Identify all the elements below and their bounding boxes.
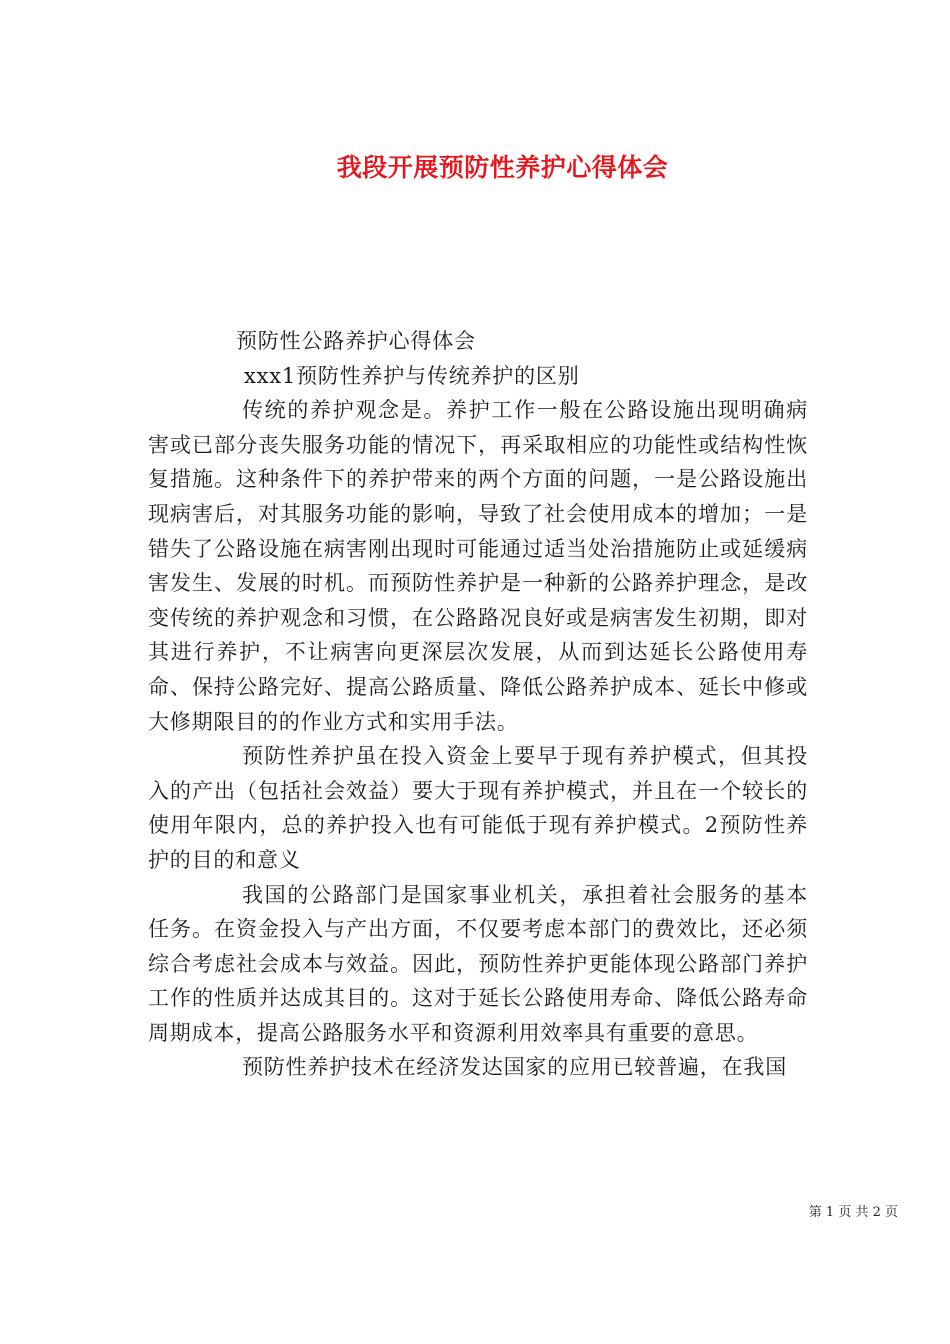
- section-heading: xxx1预防性养护与传统养护的区别: [244, 363, 580, 388]
- document-subtitle: 预防性公路养护心得体会: [236, 329, 476, 353]
- body-paragraph: 预防性养护技术在经济发达国家的应用已较普遍，在我国: [242, 1055, 787, 1080]
- page-title: 我段开展预防性养护心得体会: [336, 152, 669, 182]
- document-body: [148, 324, 808, 1085]
- page-number-footer: 第 1 页 共 2 页: [808, 1205, 898, 1220]
- body-paragraph: 我国的公路部门是国家事业机关，承担着社会服务的基本任务。在资金投入与产出方面，不仅要考虑本部门的费效比，还必须综合考虑社会成本与效益。因此，预防性养护更能体现公路部门养护工作的性质并达成其目的。这对于延长公路使用寿命、降低公路寿命周期成本，提高公路服务水平和资源利用效率具有重要的意思。: [148, 882, 808, 1045]
- body-paragraph: 预防性养护虽在投入资金上要早于现有养护模式，但其投入的产出（包括社会效益）要大于现有养护模式，并且在一个较长的使用年限内，总的养护投入也有可能低于现有养护模式。2预防性养护的目的和意义: [148, 744, 808, 872]
- body-paragraph: 传统的养护观念是。养护工作一般在公路设施出现明确病害或已部分丧失服务功能的情况下，再采取相应的功能性或结构性恢复措施。这种条件下的养护带来的两个方面的问题，一是公路设施出现病害后，对其服务功能的影响，导致了社会使用成本的增加；一是错失了公路设施在病害刚出现时可能通过适当处治措施防止或延缓病害发生、发展的时机。而预防性养护是一种新的公路养护理念，是改变传统的养护观念和习惯，在公路路况良好或是病害发生初期，即对其进行养护，不让病害向更深层次发展，从而到达延长公路使用寿命、保持公路完好、提高公路质量、降低公路养护成本、延长中修或大修期限目的的作业方式和实用手法。: [148, 398, 808, 734]
